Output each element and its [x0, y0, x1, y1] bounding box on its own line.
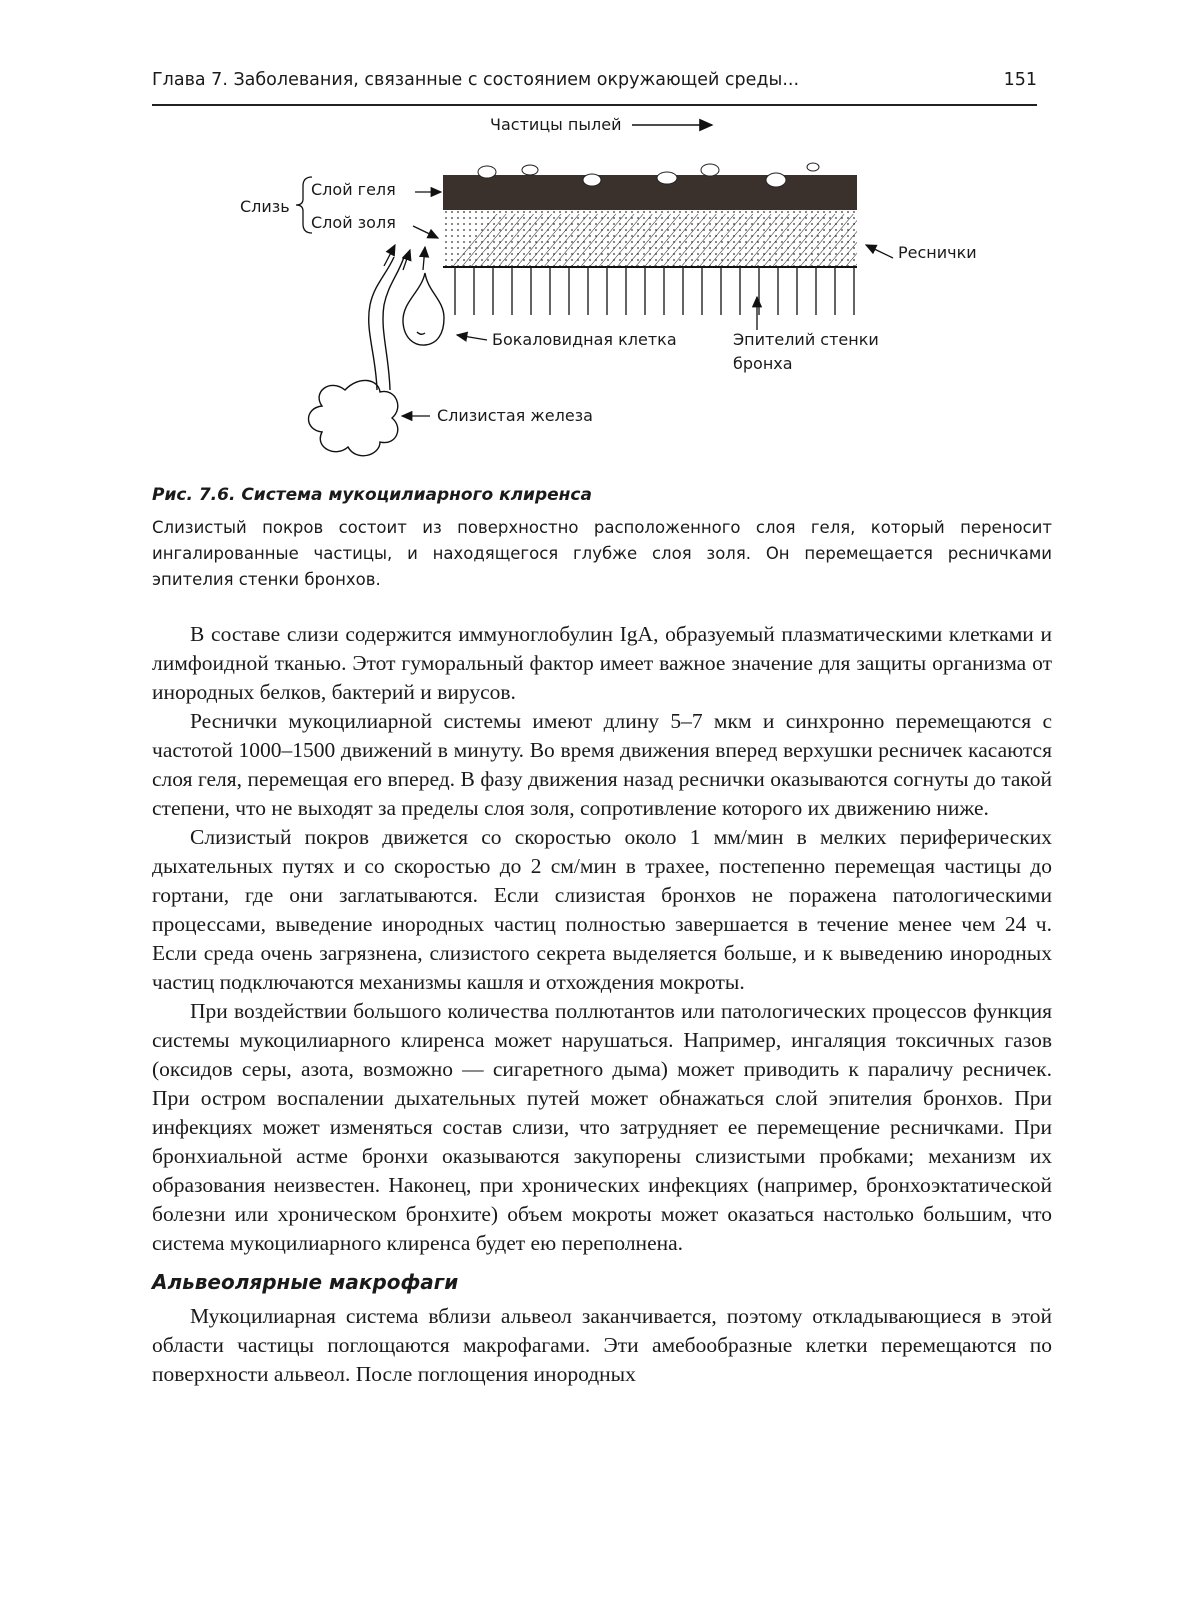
- page-number: 151: [1003, 70, 1037, 90]
- section-heading: Альвеолярные макрофаги: [152, 1270, 459, 1294]
- epithelium-label-line1: Эпителий стенки: [733, 330, 879, 349]
- sol-pointer: [413, 226, 438, 238]
- cilia-band: [452, 214, 857, 267]
- goblet-secretion-arrow: [423, 247, 425, 270]
- dust-label: Частицы пылей: [490, 115, 622, 134]
- gland-secretion-arrow-2: [403, 250, 410, 270]
- body-text: [152, 620, 1052, 1389]
- mucous-gland: [309, 380, 398, 455]
- mucus-brace: [296, 177, 312, 233]
- gland-secretion-arrow-1: [384, 245, 395, 266]
- paragraph: В составе слизи содержится иммуноглобулин IgA, образуемый плазматическими клетками и лимфоидной тканью. Этот гуморальный фактор имеет важное значение для защиты организма от инородных белков, бактерий и вирусов.: [152, 622, 1052, 704]
- paragraph: При воздействии большого количества поллютантов или патологических процессов функция системы мукоцилиарного клиренса может нарушаться. Например, ингаляция токсичных газов (оксидов серы, азота, возможно — сигаретного дыма) может приводить к параличу ресничек. При остром воспалении дыхательных путей может обнажаться слой эпителия бронхов. При инфекциях может изменяться состав слизи, что затрудняет ее перемещение ресничками. При бронхиальной астме бронхи оказываются закупорены слизистыми пробками; механизм их образования неизвестен. Наконец, при хронических инфекциях (например, бронхоэктатической болезни или хроническом бронхите) объем мокроты может оказаться настолько большим, что система мукоцилиарного клиренса будет ею переполнена.: [152, 999, 1052, 1255]
- mucous-gland-duct: [369, 257, 404, 390]
- cilia-label: Реснички: [898, 243, 977, 262]
- goblet-pointer: [457, 335, 487, 340]
- sol-layer-label: Слой золя: [311, 213, 396, 232]
- chapter-title: Глава 7. Заболевания, связанные с состоянием окружающей среды...: [152, 70, 800, 90]
- gel-layer: [443, 175, 857, 210]
- mucus-label: Слизь: [240, 197, 290, 216]
- gel-layer-label: Слой геля: [311, 180, 396, 199]
- epithelium-label-line2: бронха: [733, 354, 793, 373]
- mucociliary-diagram: [0, 0, 1200, 470]
- paragraph: Реснички мукоцилиарной системы имеют длину 5–7 мкм и синхронно перемещаются с частотой 1000–1500 движений в минуту. Во время движения вперед верхушки ресничек касаются слоя геля, перемещая его вперед. В фазу движения назад реснички оказываются согнуты до такой степени, что не выходят за пределы слоя золя, сопротивление которого их движению ниже.: [152, 709, 1052, 820]
- paragraph: Слизистый покров движется со скоростью около 1 мм/мин в мелких периферических дыхательных путях и со скоростью до 2 см/мин в трахее, постепенно перемещая частицы до гортани, где они заглатываются. Если слизистая бронхов не поражена патологическими процессами, выведение инородных частиц полностью завершается в течение менее чем 24 ч. Если среда очень загрязнена, слизистого секрета выделяется больше, и к выведению инородных частиц подключаются механизмы кашля и отхождения мокроты.: [152, 825, 1052, 994]
- cilia-pointer: [866, 245, 893, 258]
- paragraph: Мукоцилиарная система вблизи альвеол заканчивается, поэтому откладывающиеся в этой области частицы поглощаются макрофагами. Эти амебообразные клетки перемещаются по поверхности альвеол. После поглощения инородных: [152, 1304, 1052, 1386]
- figure-caption-text: Слизистый покров состоит из поверхностно расположенного слоя геля, который переносит ингалированные частицы, и находящегося глубже слоя золя. Он перемещается ресничками эпителия стенки бронхов.: [152, 518, 1052, 589]
- epithelium-cells: [455, 267, 854, 315]
- figure-caption-title: Рис. 7.6. Система мукоцилиарного клиренса: [152, 485, 592, 505]
- goblet-nucleus: [417, 332, 425, 334]
- mucous-gland-label: Слизистая железа: [437, 406, 593, 425]
- goblet-cell-label: Бокаловидная клетка: [492, 330, 677, 349]
- epithelium-label: [733, 330, 884, 373]
